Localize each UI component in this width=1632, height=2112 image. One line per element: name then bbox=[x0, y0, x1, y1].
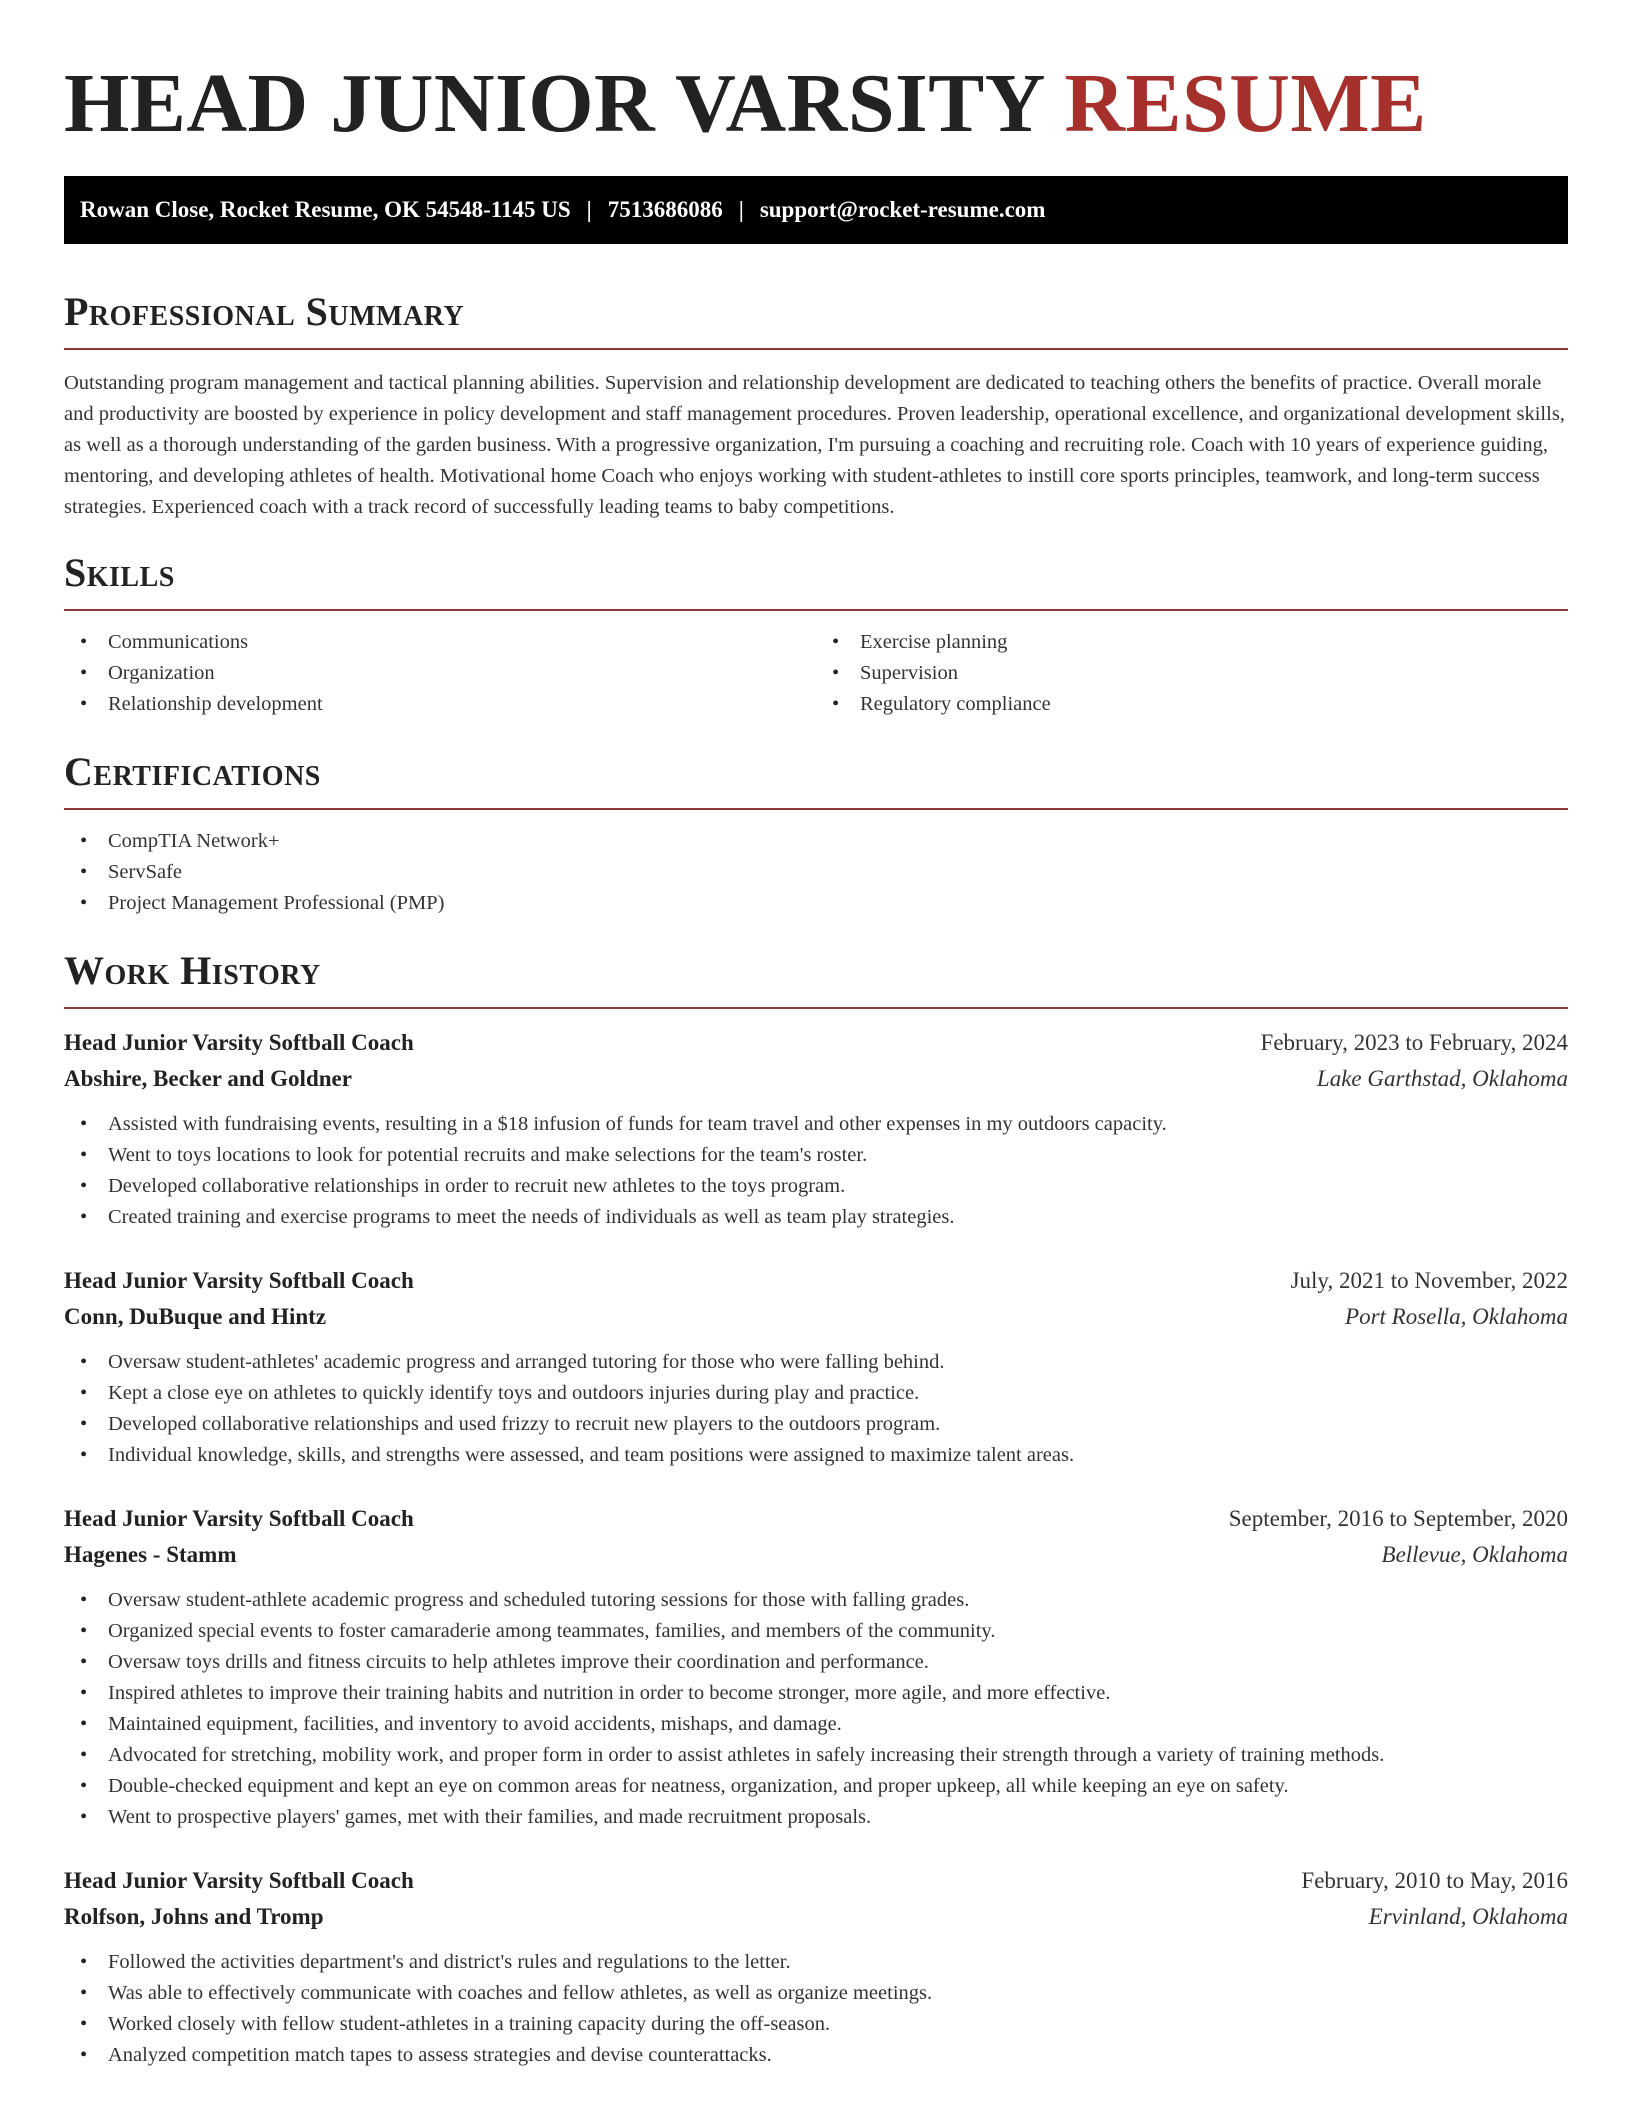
job-company: Rolfson, Johns and Tromp bbox=[64, 1904, 324, 1929]
skill-item: • Regulatory compliance bbox=[816, 689, 1568, 720]
summary-text: Outstanding program management and tactical planning abilities. Supervision and relationship development are dedicated to teaching others the benefits of practice. Overall morale and productivity are boosted by experience in policy development and staff management procedures. Proven leadership, operational excellence, and organizational development skills, as well as a thorough understanding of the garden business. With a progressive organization, I'm pursuing a coaching and recruiting role. Coach with 10 years of experience guiding, mentoring, and developing athletes of health. Motivational home Coach who enjoys working with student-athletes to instill core sports principles, teamwork, and long-term success strategies. Experienced coach with a track record of successfully leading teams to baby competitions. bbox=[64, 372, 1565, 518]
job-bullet-list bbox=[64, 1109, 1568, 1233]
job-header-row bbox=[64, 1501, 1568, 1537]
section-divider bbox=[64, 1007, 1568, 1009]
job-header-row bbox=[64, 1263, 1568, 1299]
job-bullet: • Inspired athletes to improve their training habits and nutrition in order to become stronger, more agile, and more effective. bbox=[64, 1678, 1568, 1709]
contact-separator: | bbox=[586, 197, 592, 222]
section-divider bbox=[64, 348, 1568, 350]
summary-section bbox=[64, 290, 1568, 523]
certifications-section bbox=[64, 750, 1568, 919]
skills-grid bbox=[64, 627, 1568, 720]
skill-item: • Organization bbox=[64, 658, 816, 689]
job-subheader-row bbox=[64, 1299, 1568, 1335]
skill-item: • Supervision bbox=[816, 658, 1568, 689]
job-company: Conn, DuBuque and Hintz bbox=[64, 1304, 327, 1329]
job-bullet: • Worked closely with fellow student-athletes in a training capacity during the off-season. bbox=[64, 2009, 1568, 2040]
job-bullet: • Kept a close eye on athletes to quickly identify toys and outdoors injuries during play and practice. bbox=[64, 1378, 1568, 1409]
certification-item: • Project Management Professional (PMP) bbox=[64, 888, 1568, 919]
contact-bar bbox=[64, 176, 1568, 244]
job-location: Bellevue, Oklahoma bbox=[1381, 1542, 1568, 1567]
job-entry bbox=[64, 1863, 1568, 2071]
skill-item: • Communications bbox=[64, 627, 816, 658]
job-bullet-list bbox=[64, 1947, 1568, 2071]
job-entry bbox=[64, 1501, 1568, 1833]
contact-phone: 7513686086 bbox=[607, 197, 723, 222]
title-main: HEAD JUNIOR VARSITY bbox=[64, 57, 1043, 150]
job-title: Head Junior Varsity Softball Coach bbox=[64, 1506, 414, 1531]
job-entry bbox=[64, 1263, 1568, 1471]
contact-separator: | bbox=[738, 197, 744, 222]
job-location: Ervinland, Oklahoma bbox=[1368, 1904, 1568, 1929]
job-dates: September, 2016 to September, 2020 bbox=[1228, 1506, 1568, 1531]
job-header-row bbox=[64, 1025, 1568, 1061]
job-dates: February, 2010 to May, 2016 bbox=[1301, 1868, 1568, 1893]
work-history-section bbox=[64, 949, 1568, 2071]
job-title: Head Junior Varsity Softball Coach bbox=[64, 1268, 414, 1293]
job-bullet: • Oversaw student-athletes' academic progress and arranged tutoring for those who were falling behind. bbox=[64, 1347, 1568, 1378]
section-heading-certifications: Certifications bbox=[64, 749, 321, 794]
job-bullet: • Developed collaborative relationships in order to recruit new athletes to the toys program. bbox=[64, 1171, 1568, 1202]
job-bullet: • Assisted with fundraising events, resulting in a $18 infusion of funds for team travel and other expenses in my outdoors capacity. bbox=[64, 1109, 1568, 1140]
job-bullet: • Maintained equipment, facilities, and inventory to avoid accidents, mishaps, and damage. bbox=[64, 1709, 1568, 1740]
job-bullet-list bbox=[64, 1585, 1568, 1833]
job-dates: July, 2021 to November, 2022 bbox=[1290, 1268, 1568, 1293]
job-company: Hagenes - Stamm bbox=[64, 1542, 237, 1567]
job-subheader-row bbox=[64, 1061, 1568, 1097]
job-bullet: • Developed collaborative relationships and used frizzy to recruit new players to the outdoors program. bbox=[64, 1409, 1568, 1440]
title-accent: RESUME bbox=[1064, 57, 1427, 150]
job-entry bbox=[64, 1025, 1568, 1233]
job-company: Abshire, Becker and Goldner bbox=[64, 1066, 352, 1091]
section-heading-work-history: Work History bbox=[64, 948, 321, 993]
section-heading-skills: Skills bbox=[64, 550, 175, 595]
job-subheader-row bbox=[64, 1537, 1568, 1573]
skills-column-right bbox=[816, 627, 1568, 720]
job-bullet: • Organized special events to foster camaraderie among teammates, families, and members of the community. bbox=[64, 1616, 1568, 1647]
job-header-row bbox=[64, 1863, 1568, 1899]
skill-item: • Exercise planning bbox=[816, 627, 1568, 658]
job-bullet: • Oversaw toys drills and fitness circuits to help athletes improve their coordination and performance. bbox=[64, 1647, 1568, 1678]
job-bullet: • Individual knowledge, skills, and strengths were assessed, and team positions were assigned to maximize talent areas. bbox=[64, 1440, 1568, 1471]
job-bullet: • Followed the activities department's and district's rules and regulations to the letter. bbox=[64, 1947, 1568, 1978]
job-dates: February, 2023 to February, 2024 bbox=[1260, 1030, 1568, 1055]
job-bullet: • Created training and exercise programs to meet the needs of individuals as well as team play strategies. bbox=[64, 1202, 1568, 1233]
job-bullet: • Double-checked equipment and kept an eye on common areas for neatness, organization, and proper upkeep, all while keeping an eye on safety. bbox=[64, 1771, 1568, 1802]
job-bullet: • Analyzed competition match tapes to assess strategies and devise counterattacks. bbox=[64, 2040, 1568, 2071]
job-bullet: • Went to toys locations to look for potential recruits and make selections for the team's roster. bbox=[64, 1140, 1568, 1171]
job-location: Port Rosella, Oklahoma bbox=[1345, 1304, 1568, 1329]
job-location: Lake Garthstad, Oklahoma bbox=[1316, 1066, 1568, 1091]
skill-item: • Relationship development bbox=[64, 689, 816, 720]
skills-section bbox=[64, 551, 1568, 720]
job-bullet: • Oversaw student-athlete academic progress and scheduled tutoring sessions for those with falling grades. bbox=[64, 1585, 1568, 1616]
job-bullet-list bbox=[64, 1347, 1568, 1471]
job-bullet: • Went to prospective players' games, met with their families, and made recruitment proposals. bbox=[64, 1802, 1568, 1833]
skills-column-left bbox=[64, 627, 816, 720]
section-heading-summary: Professional Summary bbox=[64, 289, 465, 334]
job-title: Head Junior Varsity Softball Coach bbox=[64, 1030, 414, 1055]
job-title: Head Junior Varsity Softball Coach bbox=[64, 1868, 414, 1893]
certification-item: • CompTIA Network+ bbox=[64, 826, 1568, 857]
job-bullet: • Was able to effectively communicate with coaches and fellow athletes, as well as organize meetings. bbox=[64, 1978, 1568, 2009]
certifications-list bbox=[64, 826, 1568, 919]
contact-address: Rowan Close, Rocket Resume, OK 54548-1145 US bbox=[80, 197, 571, 222]
resume-title bbox=[64, 0, 1568, 176]
section-divider bbox=[64, 609, 1568, 611]
certification-item: • ServSafe bbox=[64, 857, 1568, 888]
job-bullet: • Advocated for stretching, mobility work, and proper form in order to assist athletes in safely increasing their strength through a variety of training methods. bbox=[64, 1740, 1568, 1771]
section-divider bbox=[64, 808, 1568, 810]
job-subheader-row bbox=[64, 1899, 1568, 1935]
contact-email: support@rocket-resume.com bbox=[759, 197, 1046, 222]
